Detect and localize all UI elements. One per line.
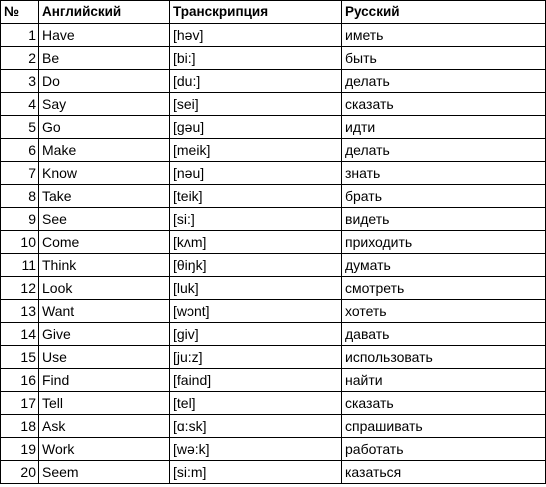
english-word: Say [39, 93, 170, 116]
transcription: [wə:k] [170, 438, 342, 461]
english-word: See [39, 208, 170, 231]
russian-word: сказать [342, 392, 546, 415]
transcription: [si:] [170, 208, 342, 231]
row-number: 18 [1, 415, 39, 438]
transcription: [meik] [170, 139, 342, 162]
transcription: [kʌm] [170, 231, 342, 254]
russian-word: думать [342, 254, 546, 277]
row-number: 20 [1, 461, 39, 484]
table-row [1, 415, 546, 438]
row-number: 2 [1, 47, 39, 70]
row-number: 1 [1, 24, 39, 47]
russian-word: смотреть [342, 277, 546, 300]
table-row [1, 323, 546, 346]
english-word: Come [39, 231, 170, 254]
english-word: Ask [39, 415, 170, 438]
english-word: Know [39, 162, 170, 185]
russian-word: хотеть [342, 300, 546, 323]
english-word: Do [39, 70, 170, 93]
transcription: [ju:z] [170, 346, 342, 369]
row-number: 17 [1, 392, 39, 415]
table-body [1, 24, 546, 484]
english-word: Use [39, 346, 170, 369]
row-number: 16 [1, 369, 39, 392]
english-word: Take [39, 185, 170, 208]
english-word: Find [39, 369, 170, 392]
russian-word: работать [342, 438, 546, 461]
row-number: 3 [1, 70, 39, 93]
russian-word: делать [342, 70, 546, 93]
table-row [1, 24, 546, 47]
transcription: [nəu] [170, 162, 342, 185]
table-row [1, 277, 546, 300]
russian-word: давать [342, 323, 546, 346]
russian-word: видеть [342, 208, 546, 231]
table-row [1, 231, 546, 254]
russian-word: идти [342, 116, 546, 139]
transcription: [wɔnt] [170, 300, 342, 323]
row-number: 19 [1, 438, 39, 461]
russian-word: сказать [342, 93, 546, 116]
header-russian: Русский [342, 1, 546, 24]
russian-word: быть [342, 47, 546, 70]
russian-word: использовать [342, 346, 546, 369]
table-row [1, 93, 546, 116]
row-number: 15 [1, 346, 39, 369]
row-number: 5 [1, 116, 39, 139]
russian-word: приходить [342, 231, 546, 254]
table-row [1, 139, 546, 162]
transcription: [luk] [170, 277, 342, 300]
english-word: Make [39, 139, 170, 162]
english-word: Work [39, 438, 170, 461]
row-number: 12 [1, 277, 39, 300]
english-word: Look [39, 277, 170, 300]
russian-word: казаться [342, 461, 546, 484]
table-row [1, 300, 546, 323]
table-row [1, 47, 546, 70]
russian-word: найти [342, 369, 546, 392]
transcription: [ɑ:sk] [170, 415, 342, 438]
table-row [1, 185, 546, 208]
transcription: [giv] [170, 323, 342, 346]
row-number: 11 [1, 254, 39, 277]
table-row [1, 254, 546, 277]
row-number: 4 [1, 93, 39, 116]
header-english: Английский [39, 1, 170, 24]
transcription: [həv] [170, 24, 342, 47]
table-row [1, 369, 546, 392]
english-word: Tell [39, 392, 170, 415]
transcription: [si:m] [170, 461, 342, 484]
header-number: № [1, 1, 39, 24]
row-number: 9 [1, 208, 39, 231]
russian-word: спрашивать [342, 415, 546, 438]
transcription: [gəu] [170, 116, 342, 139]
table-row [1, 70, 546, 93]
row-number: 13 [1, 300, 39, 323]
english-word: Seem [39, 461, 170, 484]
header-row [1, 1, 546, 24]
row-number: 6 [1, 139, 39, 162]
transcription: [tel] [170, 392, 342, 415]
russian-word: делать [342, 139, 546, 162]
row-number: 14 [1, 323, 39, 346]
english-word: Give [39, 323, 170, 346]
table-row [1, 208, 546, 231]
row-number: 7 [1, 162, 39, 185]
transcription: [sei] [170, 93, 342, 116]
transcription: [θiŋk] [170, 254, 342, 277]
english-word: Go [39, 116, 170, 139]
transcription: [du:] [170, 70, 342, 93]
russian-word: знать [342, 162, 546, 185]
russian-word: брать [342, 185, 546, 208]
table-row [1, 438, 546, 461]
transcription: [bi:] [170, 47, 342, 70]
row-number: 8 [1, 185, 39, 208]
table-row [1, 346, 546, 369]
russian-word: иметь [342, 24, 546, 47]
row-number: 10 [1, 231, 39, 254]
transcription: [teik] [170, 185, 342, 208]
english-word: Think [39, 254, 170, 277]
english-word: Want [39, 300, 170, 323]
table-row [1, 162, 546, 185]
table-row [1, 392, 546, 415]
english-word: Be [39, 47, 170, 70]
transcription: [faind] [170, 369, 342, 392]
english-word: Have [39, 24, 170, 47]
table-row [1, 461, 546, 484]
table-row [1, 116, 546, 139]
header-transcription: Транскрипция [170, 1, 342, 24]
